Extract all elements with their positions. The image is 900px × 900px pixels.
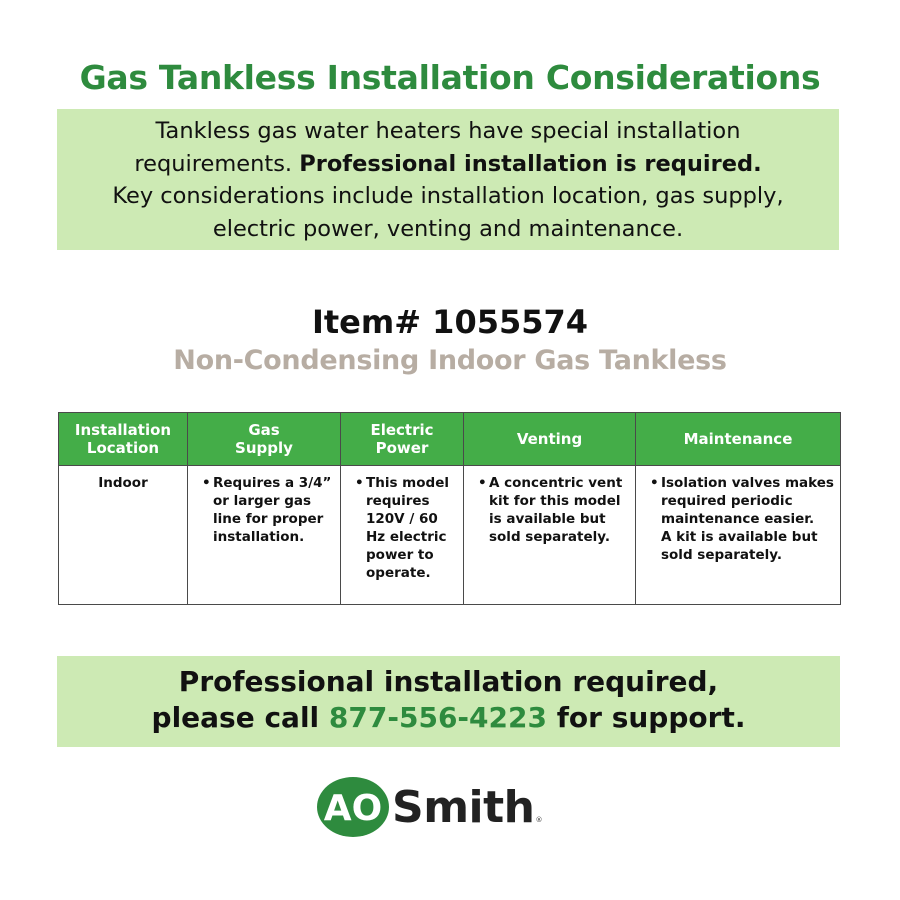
header-line: Location	[86, 439, 160, 457]
considerations-table	[58, 412, 841, 605]
header-line: Venting	[516, 430, 583, 448]
header-line: Power	[375, 439, 429, 457]
header-line: Supply	[235, 439, 293, 457]
header-venting	[464, 413, 636, 466]
cell-venting	[464, 466, 636, 605]
logo-word: Smith	[392, 781, 535, 833]
item-number: Item# 1055574	[311, 303, 589, 341]
bullet-icon: •	[202, 475, 211, 491]
ao-smith-logo	[316, 776, 542, 838]
intro-line-2-text: requirements.	[134, 150, 300, 177]
ao-logo-icon	[316, 776, 390, 838]
intro-line-1: Tankless gas water heaters have special installation	[155, 118, 741, 144]
intro-required-notice: Professional installation is required.	[299, 150, 762, 177]
gas-supply-text: Requires a 3/4” or larger gas line for proper installation.	[213, 475, 332, 545]
item-description: Non-Condensing Indoor Gas Tankless	[173, 345, 727, 376]
page-title: Gas Tankless Installation Considerations	[79, 58, 821, 97]
support-line-1: Professional installation required,	[178, 665, 719, 698]
venting-text: A concentric vent kit for this model is available but sold separately.	[489, 475, 623, 545]
support-box	[57, 656, 840, 747]
header-line: Gas	[248, 421, 280, 439]
table-row	[59, 466, 841, 605]
cell-location: Indoor	[59, 466, 188, 605]
registered-mark: ®	[535, 816, 543, 824]
header-line: Maintenance	[683, 430, 793, 448]
bullet-icon: •	[355, 475, 364, 491]
table-header-row	[59, 413, 841, 466]
header-line: Electric	[370, 421, 434, 439]
electric-power-text: This model requires 120V / 60 Hz electric power to operate.	[366, 475, 449, 581]
header-maintenance	[636, 413, 841, 466]
maintenance-text: Isolation valves makes required periodic maintenance easier. A kit is available but sold separately.	[661, 475, 834, 563]
header-gas-supply	[188, 413, 341, 466]
bullet-icon: •	[650, 475, 659, 491]
cell-electric-power	[341, 466, 464, 605]
header-line: Installation	[74, 421, 172, 439]
cell-maintenance	[636, 466, 841, 605]
cell-gas-supply	[188, 466, 341, 605]
header-electric-power	[341, 413, 464, 466]
logo-letters: AO	[323, 788, 383, 829]
intro-line-2	[57, 148, 839, 181]
intro-line-3: Key considerations include installation location, gas supply,	[112, 183, 784, 209]
bullet-icon: •	[478, 475, 487, 491]
intro-box	[57, 109, 839, 250]
header-installation-location	[59, 413, 188, 466]
support-phone-link[interactable]: 877-556-4223	[328, 701, 547, 734]
support-line-2	[57, 700, 840, 736]
support-suffix-text: for support.	[546, 701, 746, 734]
support-call-text: please call	[151, 701, 329, 734]
intro-line-4: electric power, venting and maintenance.	[212, 215, 684, 242]
